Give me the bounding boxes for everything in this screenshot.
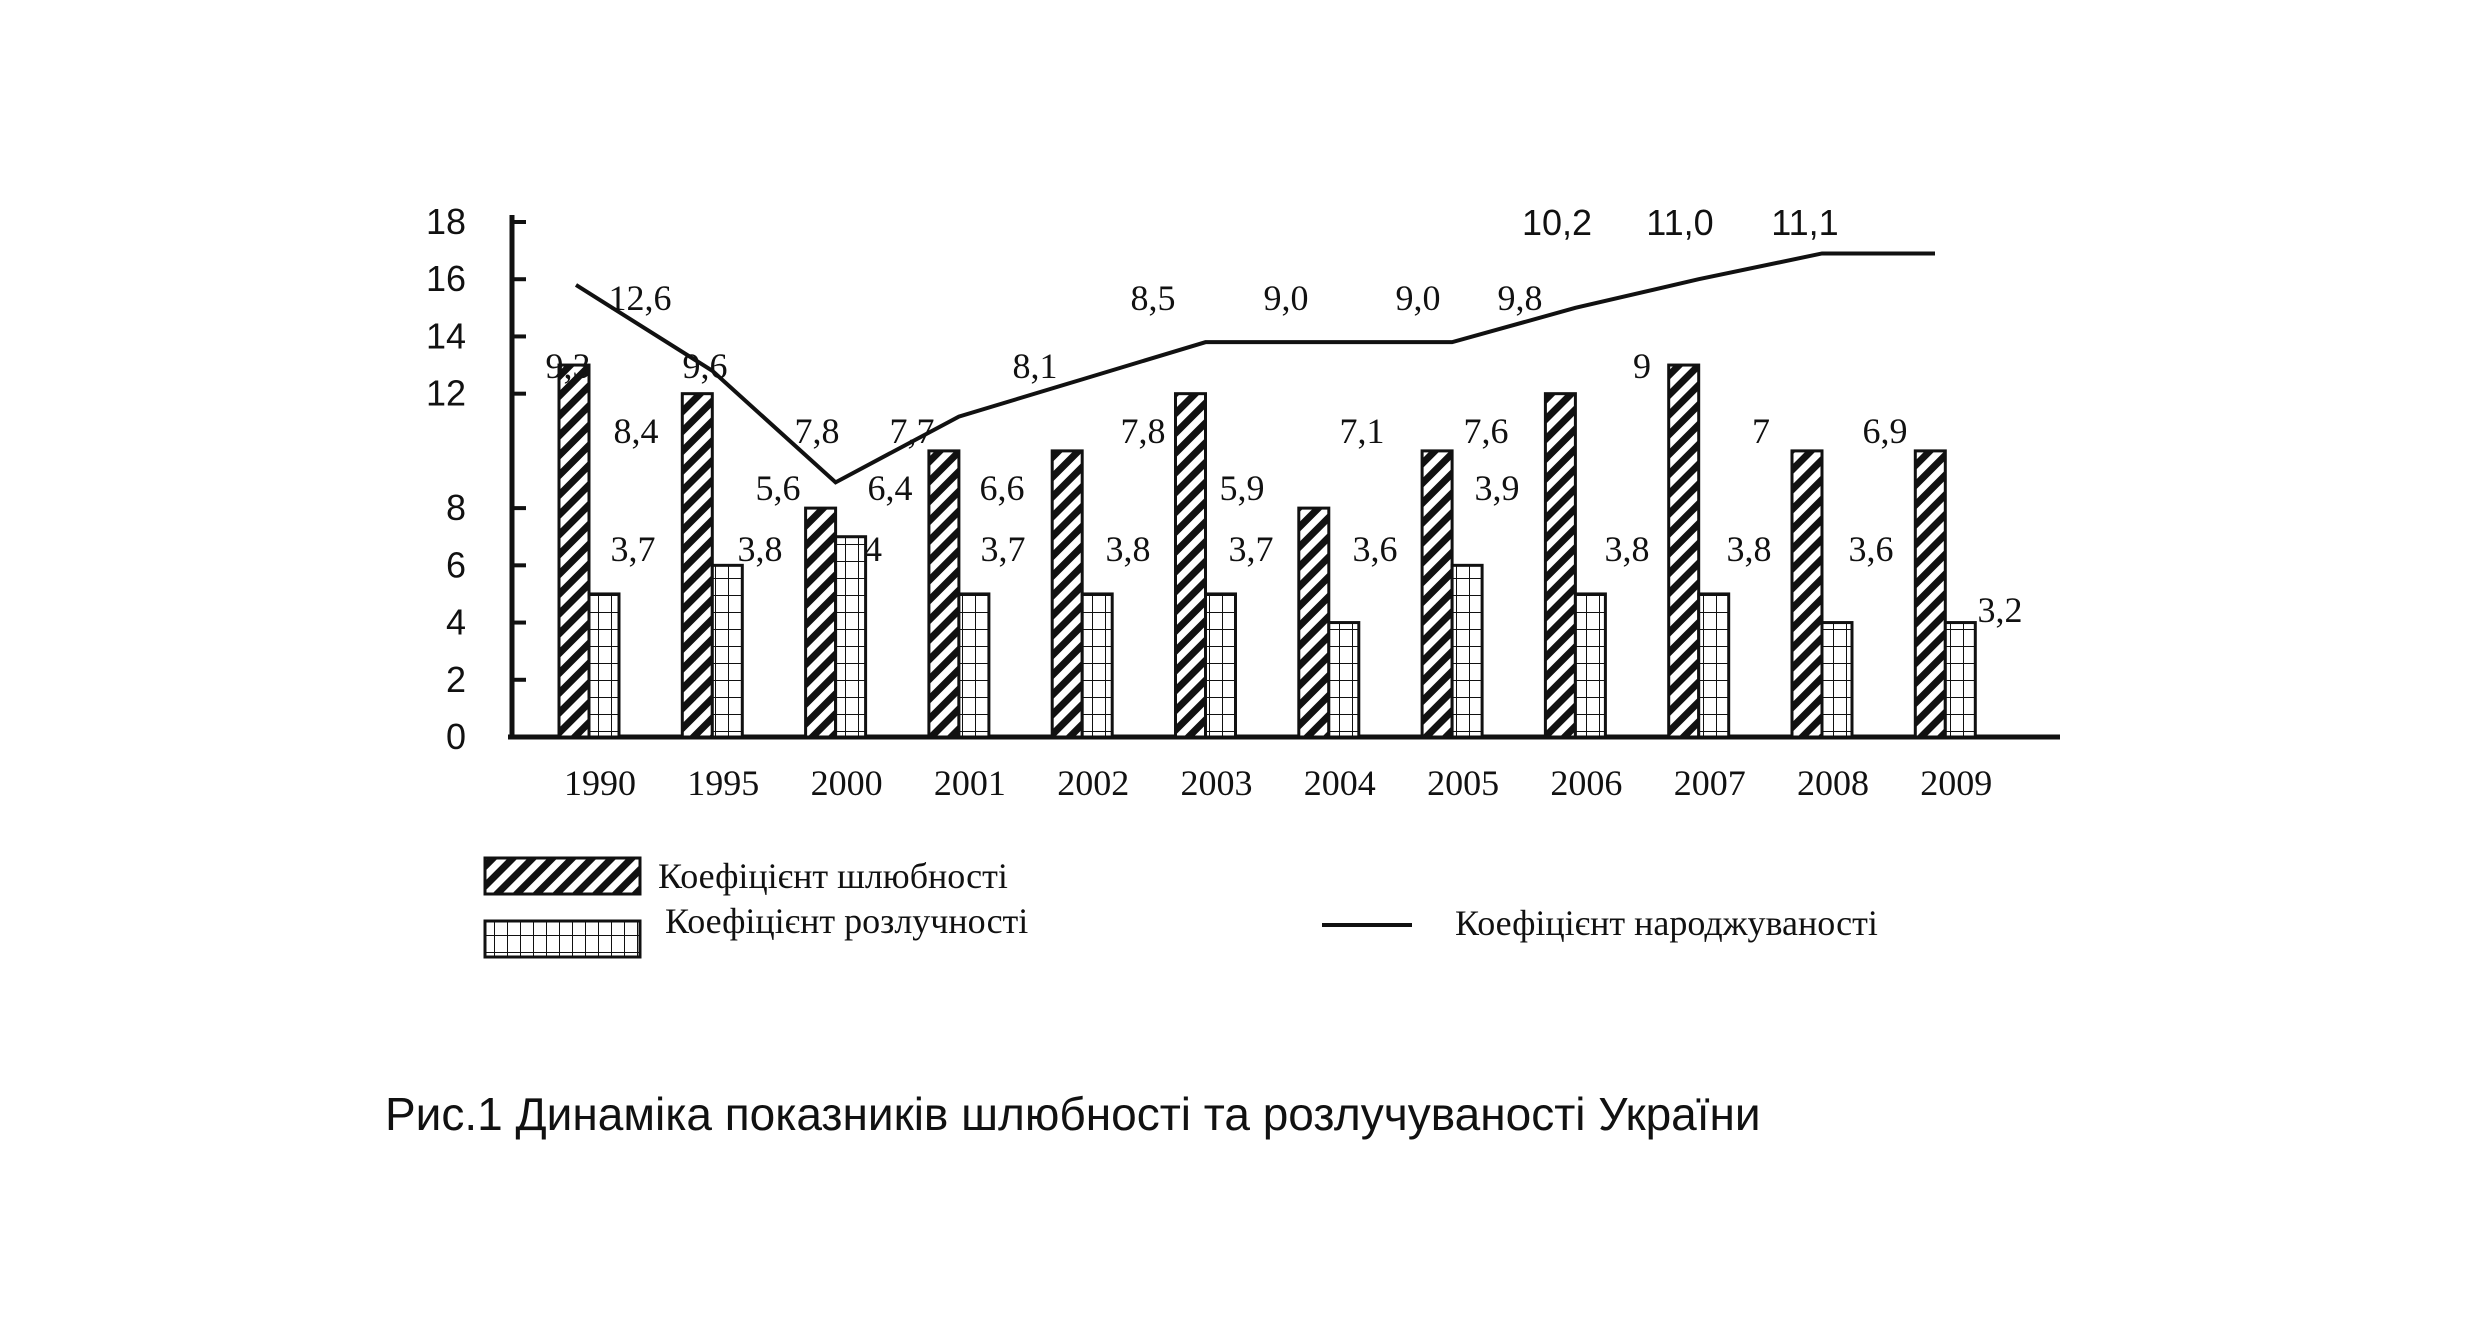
divorce-bar [1206,594,1236,737]
birth-rate-data-label: 6,4 [867,468,913,508]
marriage-data-label: 7,1 [1339,411,1385,451]
divorce-bar [959,594,989,737]
y-tick-label: 0 [445,716,466,757]
y-tick-label: 8 [445,487,466,529]
birth-rate-data-label: 11,0 [1646,202,1714,243]
birth-rate-data-label: 8,5 [1130,278,1176,318]
y-tick-label: 6 [445,544,466,586]
legend-label-marriage: Коефіцієнт шлюбності [658,856,1008,896]
divorce-data-label: 3,2 [1977,590,2023,630]
birth-rate-data-label: 9,8 [1497,278,1543,318]
birth-rate-data-label: 10,2 [1521,202,1593,243]
divorce-data-label: 3,9 [1474,468,1520,508]
divorce-bar [1082,594,1112,737]
x-tick-label: 1990 [564,763,636,803]
marriage-bar [1052,451,1082,737]
y-tick-label: 12 [425,372,466,414]
divorce-bar [1329,623,1359,737]
divorce-data-label: 3,7 [610,529,656,569]
divorce-data-label: 3,8 [737,529,783,569]
x-tick-label: 2009 [1920,763,1993,803]
birth-rate-data-label: 7,8 [794,411,840,451]
birth-rate-data-label: 11,1 [1771,202,1839,243]
birth-rate-data-label: 8,1 [1012,346,1058,386]
divorce-bar [1452,565,1482,737]
birth-rate-data-label: 6,6 [979,468,1025,508]
birth-rate-line [576,253,1935,482]
marriage-bar [1176,394,1206,737]
divorce-bar [1699,594,1729,737]
marriage-data-label: 9 [1633,346,1651,386]
marriage-data-label: 7,8 [1120,411,1166,451]
marriage-bar [1669,365,1699,737]
line-layer [576,253,1935,482]
birth-rate-data-label: 9,0 [1395,278,1441,318]
divorce-bar [712,565,742,737]
divorce-bar [836,537,866,737]
divorce-data-label: 3,6 [1848,529,1894,569]
y-tick-label: 18 [425,201,466,242]
marriage-data-label: 5,6 [755,468,801,508]
x-tick-label: 2005 [1427,763,1500,803]
birth-rate-data-label: 9,6 [682,346,728,386]
marriage-bar [1545,394,1575,737]
legend-label-birth: Коефіцієнт народжуваності [1455,903,1878,943]
marriage-bar [806,508,836,737]
divorce-bar [1822,623,1852,737]
marriage-data-label: 7 [1752,411,1770,451]
marriage-bar [682,394,712,737]
x-tick-label: 2002 [1057,763,1130,803]
x-tick-label: 2003 [1180,763,1253,803]
marriage-bar [1792,451,1822,737]
marriage-data-label: 7,6 [1463,411,1509,451]
divorce-bar [1945,623,1975,737]
y-tick-label: 4 [445,601,466,643]
marriage-bar [1299,508,1329,737]
figure-caption: Рис.1 Динаміка показників шлюбності та розлучуваності України [385,1088,1761,1140]
marriage-data-label: 8,4 [613,411,659,451]
y-tick-label: 2 [445,658,466,700]
divorce-data-label: 3,6 [1352,529,1398,569]
y-tick-label: 14 [425,315,466,357]
x-tick-label: 2004 [1303,763,1376,803]
x-tick-label: 2001 [933,763,1006,803]
divorce-data-label: 3,7 [980,529,1026,569]
marriage-bar [929,451,959,737]
divorce-bar [1575,594,1605,737]
divorce-data-label: 3,8 [1105,529,1151,569]
legend-label-divorce: Коефіцієнт розлучності [665,901,1029,941]
marriage-data-label: 7,7 [889,411,935,451]
birth-rate-data-label: 12,6 [608,278,672,318]
birth-rate-data-label: 9,0 [1263,278,1309,318]
marriage-data-label: 5,9 [1219,468,1265,508]
marriage-bar [559,365,589,737]
divorce-data-label: 3,7 [1228,529,1274,569]
marriage-data-label: 9,3 [545,346,591,386]
legend-swatch-divorce [485,921,640,957]
marriage-data-label: 6,9 [1862,411,1908,451]
x-tick-label: 2000 [810,763,883,803]
legend-swatch-marriage [485,858,640,894]
marriage-bar [1422,451,1452,737]
marriage-bar [1915,451,1945,737]
divorce-bar [589,594,619,737]
legend [485,856,1878,957]
divorce-data-label: 4 [864,529,882,569]
x-tick-label: 2008 [1797,763,1869,803]
x-tick-label: 2006 [1550,763,1623,803]
y-tick-label: 16 [425,258,466,300]
divorce-data-label: 3,8 [1604,529,1650,569]
x-tick-label: 1995 [687,763,760,803]
x-tick-label: 2007 [1673,763,1746,803]
divorce-data-label: 3,8 [1726,529,1772,569]
